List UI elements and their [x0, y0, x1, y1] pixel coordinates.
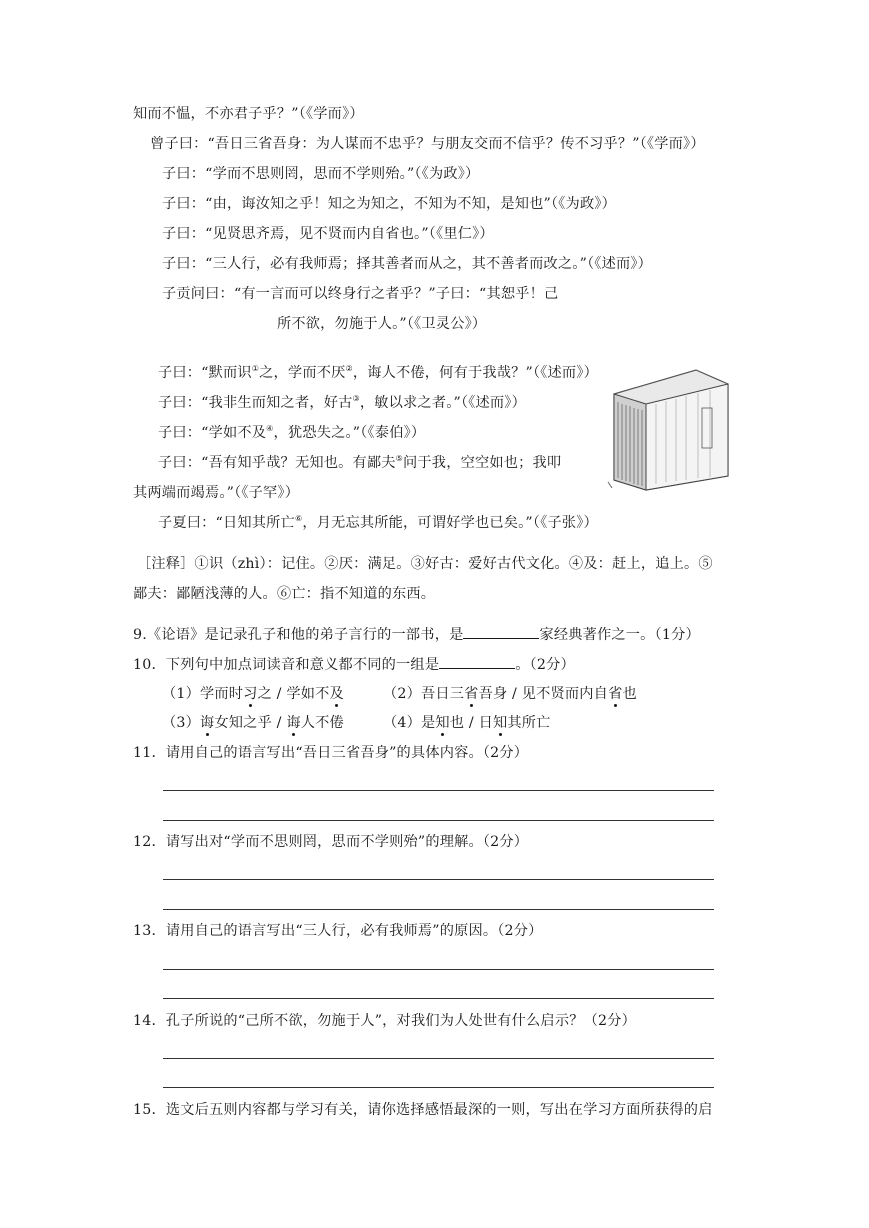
note-ref-1: ①	[251, 364, 260, 373]
answer-line-14-1[interactable]	[163, 1058, 714, 1059]
quote-bi-fu-cont: 其两端而竭焉。”（《子罕》）	[133, 485, 300, 501]
dotted-char: 诲	[286, 715, 301, 731]
note-ref-4: ④	[266, 424, 274, 433]
answer-line-12-1[interactable]	[163, 879, 714, 880]
quote-xue-ru-bu-ji: 子曰：“学如不及④，犹恐失之。”（《泰伯》）	[158, 424, 426, 441]
answer-line-12-2[interactable]	[163, 909, 714, 910]
question-10: 10．下列句中加点词读音和意义都不同的一组是 。（2分）	[133, 654, 575, 675]
quote-zi-xia: 子夏曰：“日知其所亡⑥，月无忘其所能，可谓好学也已矣。”（《子张》）	[158, 514, 598, 531]
dotted-char: 知	[492, 715, 508, 731]
passage-line-5: 子曰：“见贤思齐焉，见不贤而内自省也。”（《里仁》）	[162, 226, 494, 242]
option-10-3: （3）诲女知之乎 / 诲人不倦	[162, 715, 344, 731]
dotted-char: 省	[464, 686, 479, 702]
answer-blank-10[interactable]	[439, 654, 515, 669]
answer-line-14-2[interactable]	[163, 1087, 714, 1088]
passage-line-7: 子贡问曰：“有一言而可以终身行之者乎？”子曰：“其恕乎！己	[162, 286, 559, 302]
passage-line-2: 曾子曰：“吾日三省吾身：为人谋而不忠乎？与朋友交而不信乎？传不习乎？”（《学而》）	[150, 136, 705, 152]
question-14: 14．孔子所说的“己所不欲，勿施于人”，对我们为人处世有什么启示？（2分）	[133, 1013, 636, 1029]
question-12: 12．请写出对“学而不思则罔，思而不学则殆”的理解。（2分）	[133, 834, 529, 850]
quote-mo-er-shi: 子曰：“默而识①之，学而不厌②，诲人不倦，何有于我哉？”（《述而》）	[158, 364, 598, 381]
option-10-4: （4）是知也 / 日知其所亡	[383, 715, 551, 731]
dotted-char: 知	[435, 715, 450, 731]
question-11: 11．请用自己的语言写出“吾日三省吾身”的具体内容。（2分）	[133, 745, 529, 761]
answer-line-11-1[interactable]	[163, 790, 714, 791]
answer-line-13-1[interactable]	[163, 969, 714, 970]
ancient-book-illustration	[604, 364, 734, 492]
answer-line-13-2[interactable]	[163, 998, 714, 999]
option-10-2: （2）吾日三省吾身 / 见不贤而内自省也	[383, 686, 637, 702]
passage-line-1: 知而不愠，不亦君子乎？”（《学而》）	[133, 106, 364, 122]
question-13: 13．请用自己的语言写出“三人行，必有我师焉”的原因。（2分）	[133, 923, 543, 939]
dotted-char: 诲	[200, 715, 215, 731]
answer-blank-9[interactable]	[463, 624, 539, 639]
option-10-1: （1）学而时习之 / 学如不及	[162, 686, 344, 702]
passage-line-8: 所不欲，勿施于人。”（《卫灵公》）	[277, 316, 487, 332]
question-15: 15．选文后五则内容都与学习有关，请你选择感悟最深的一则，写出在学习方面所获得的启	[133, 1102, 713, 1118]
passage-line-6: 子曰：“三人行，必有我师焉；择其善者而从之，其不善者而改之。”（《述而》）	[162, 256, 653, 272]
notes-line-2: 鄙夫：鄙陋浅薄的人。⑥亡：指不知道的东西。	[133, 586, 436, 602]
quote-bi-fu: 子曰：“吾有知乎哉？无知也。有鄙夫⑤问于我，空空如也；我叩	[158, 454, 562, 471]
note-ref-5: ⑤	[395, 454, 404, 463]
dotted-char: 省	[608, 686, 623, 702]
question-9: 9.《论语》是记录孔子和他的弟子言行的一部书，是 家经典著作之一。（1分）	[133, 624, 700, 645]
answer-line-11-2[interactable]	[163, 820, 714, 821]
quote-hao-gu: 子曰：“我非生而知之者，好古③，敏以求之者。”（《述而》）	[158, 394, 526, 411]
dotted-char: 习	[243, 686, 258, 702]
notes-line-1: ［注释］①识（zhì）：记住。②厌：满足。③好古：爱好古代文化。④及：赶上，追上。⑤	[137, 556, 713, 572]
note-ref-2: ②	[345, 364, 353, 373]
passage-line-3: 子曰：“学而不思则罔，思而不学则殆。”（《为政》）	[162, 166, 480, 182]
passage-line-4: 子曰：“由，诲汝知之乎！知之为知之，不知为不知，是知也”（《为政》）	[162, 196, 617, 212]
note-ref-6: ⑥	[294, 514, 303, 523]
dotted-char: 及	[329, 686, 344, 702]
note-ref-3: ③	[352, 394, 360, 403]
